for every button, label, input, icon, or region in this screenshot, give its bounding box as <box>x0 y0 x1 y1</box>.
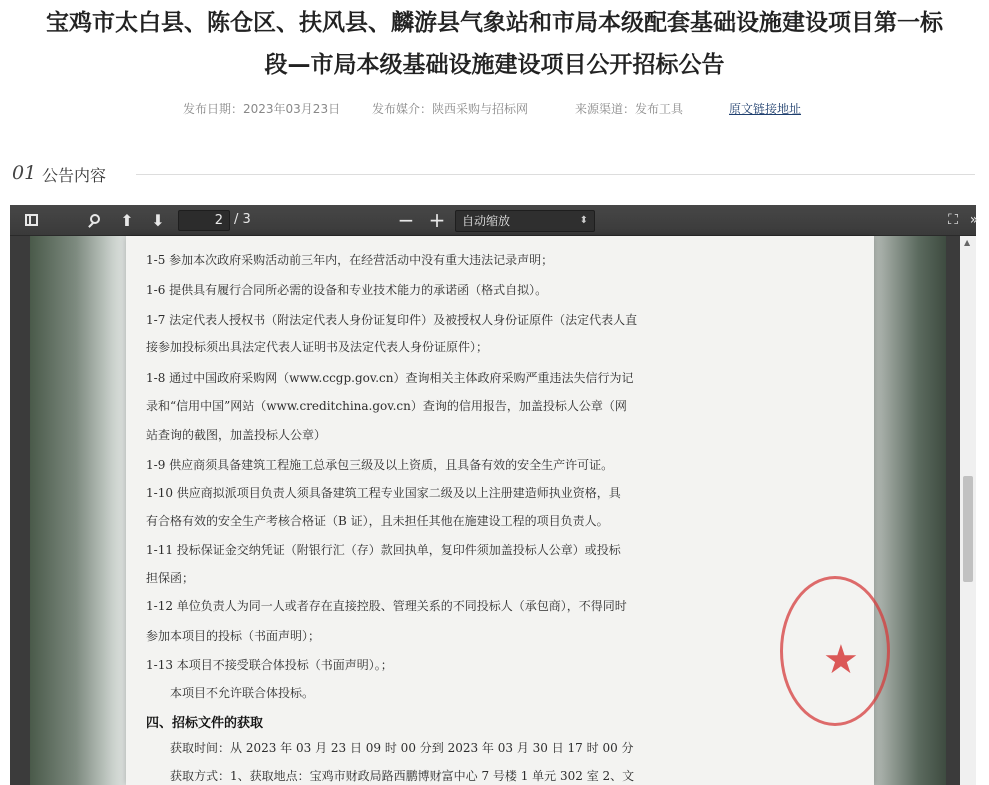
section-header <box>12 160 975 188</box>
doc-line: 担保函； <box>146 571 195 585</box>
doc-line: 1-7 法定代表人授权书（附法定代表人身份证复印件）及被授权人身份证原件（法定代表人直 <box>146 313 638 327</box>
publish-date: 发布日期：2023年03月23日 <box>183 102 341 116</box>
scroll-up-icon[interactable]: ▲ <box>964 238 971 247</box>
section-divider <box>136 174 975 175</box>
vertical-scrollbar[interactable] <box>960 236 976 785</box>
doc-line: 接参加投标须出具法定代表人证明书及法定代表人身份证原件）； <box>146 340 489 354</box>
doc-line: 1-13 本项目不接受联合体投标（书面声明）。； <box>146 658 393 672</box>
doc-line: 1-10 供应商拟派项目负责人须具备建筑工程专业国家二级及以上注册建造师执业资格，具 <box>146 486 621 500</box>
publish-meta <box>0 98 989 118</box>
publish-media: 发布媒介：陕西采购与招标网 <box>372 102 529 116</box>
search-icon[interactable] <box>82 209 108 232</box>
sidebar-toggle-icon[interactable] <box>18 209 44 232</box>
doc-line: 获取时间：从 2023 年 03 月 23 日 09 时 00 分到 2023 年 03 月 30 日 17 时 00 分 <box>170 741 634 755</box>
doc-line: 有合格有效的安全生产考核合格证（B 证），且未担任其他在施建设工程的项目负责人。 <box>146 514 609 528</box>
source-channel: 来源渠道：发布工具 <box>575 102 684 116</box>
section-number: 01 <box>12 162 37 184</box>
section-title: 公告内容 <box>42 166 107 185</box>
next-page-icon[interactable]: ⬇ <box>151 211 165 230</box>
fullscreen-icon[interactable]: ⛶ <box>948 212 958 228</box>
seal-star-icon: ★ <box>823 637 859 683</box>
doc-line: 1-9 供应商须具备建筑工程施工总承包三级及以上资质，且具备有效的安全生产许可证。 <box>146 458 614 472</box>
previous-page-icon[interactable]: ⬆ <box>120 211 134 230</box>
page-title-line-2: 段—市局本级基础设施建设项目公开招标公告 <box>264 52 725 78</box>
original-link[interactable]: 原文链接地址 <box>729 102 802 116</box>
zoom-in-button[interactable]: + <box>428 208 446 232</box>
zoom-out-button[interactable]: − <box>397 208 415 232</box>
doc-line: 1-12 单位负责人为同一人或者存在直接控股、管理关系的不同投标人（承包商），不得同时 <box>146 599 627 613</box>
doc-line: 本项目不允许联合体投标。 <box>170 686 315 700</box>
doc-line: 1-5 参加本次政府采购活动前三年内，在经营活动中没有重大违法记录声明； <box>146 253 554 267</box>
page-title-line-1: 宝鸡市太白县、陈仓区、扶风县、麟游县气象站和市局本级配套基础设施建设项目第一标 <box>46 10 943 36</box>
doc-line: 站查询的截图，加盖投标人公章） <box>146 428 327 442</box>
pdf-toolbar <box>10 205 979 236</box>
pdf-page-area[interactable] <box>10 236 960 785</box>
page-title <box>0 4 989 84</box>
doc-line: 录和“信用中国”网站（www.creditchina.gov.cn）查询的信用报告，加盖投标人公章（网 <box>146 399 627 413</box>
scrollbar-thumb[interactable] <box>963 476 973 582</box>
doc-line: 1-6 提供具有履行合同所必需的设备和专业技术能力的承诺函（格式自拟）。 <box>146 283 548 297</box>
pdf-viewer <box>10 205 979 785</box>
zoom-select-value: 自动缩放 <box>462 214 511 228</box>
doc-line: 1-8 通过中国政府采购网（www.ccgp.gov.cn）查询相关主体政府采购严重违法失信行为记 <box>146 371 634 385</box>
zoom-select[interactable] <box>455 210 595 232</box>
doc-line: 1-11 投标保证金交纳凭证（附银行汇（存）款回执单，复印件须加盖投标人公章）或投标 <box>146 543 621 557</box>
chevron-updown-icon: ⬍ <box>579 215 588 226</box>
doc-heading: 四、招标文件的获取 <box>146 716 264 731</box>
page-total: / 3 <box>234 212 251 227</box>
doc-line: 获取方式：1、获取地点：宝鸡市财政局路西鹏博财富中心 7 号楼 1 单元 302 室 2、文 <box>170 769 635 783</box>
page-number-input[interactable]: 2 <box>178 210 230 231</box>
doc-line: 参加本项目的投标（书面声明）； <box>146 629 321 643</box>
tools-icon[interactable]: » <box>969 212 979 228</box>
